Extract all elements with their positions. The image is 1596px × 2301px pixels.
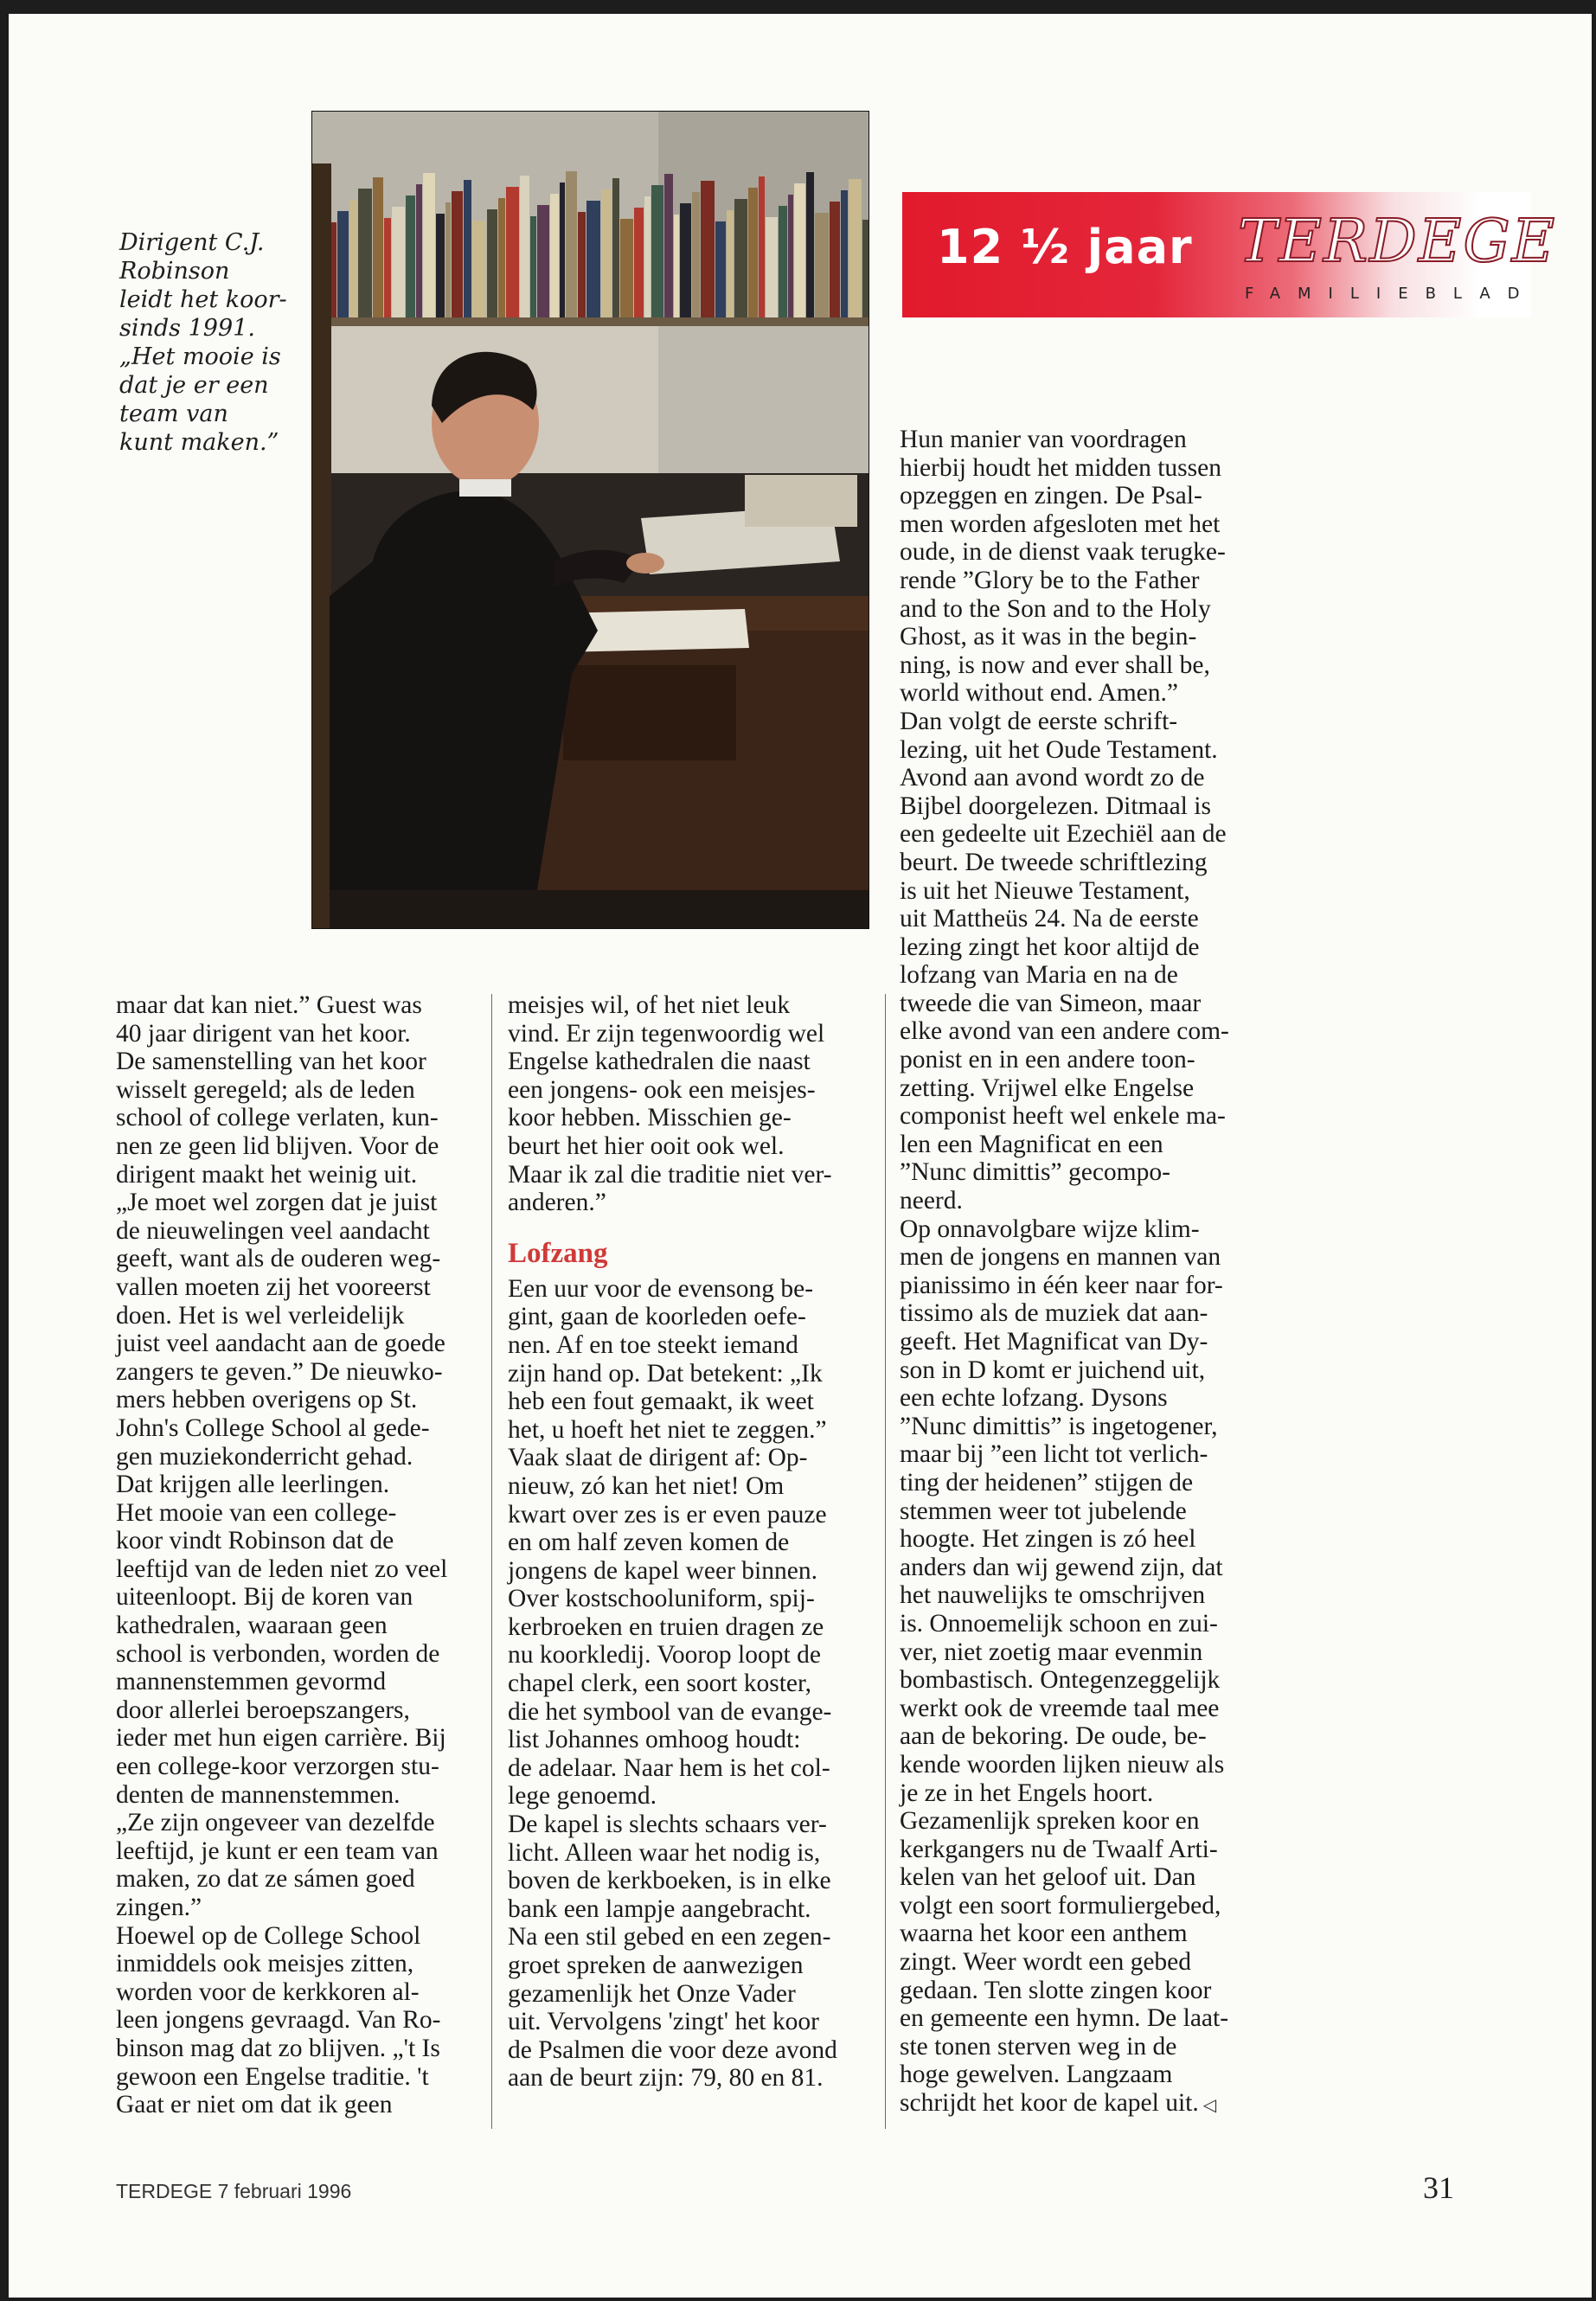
text-line: „Je moet wel zorgen dat je juist [116,1189,438,1217]
text-line: Hoewel op de College School [116,1921,421,1950]
text-line: kathedralen, waaraan geen [116,1612,388,1640]
book-spine [674,215,679,317]
text-line: maken, zo dat ze sámen goed [116,1865,415,1894]
book-spine [806,172,814,317]
book-spine [537,205,549,317]
text-line: opzeggen en zingen. De Psal- [900,482,1202,510]
book-spine [680,203,691,317]
text-line: bombastisch. Ontegenzeggelijk [900,1666,1221,1695]
text-line: koor vindt Robinson dat de [116,1527,394,1555]
caption-line: „Het mooie is [119,343,281,370]
text-line: inmiddels ook meisjes zitten, [116,1950,414,1978]
book-spine [701,181,715,317]
text-line: worden voor de kerkkoren al- [116,1977,420,2006]
text-line: werkt ook de vreemde taal mee [900,1694,1220,1722]
text-line: boven de kerkboeken, is in elke [508,1867,831,1895]
book-spine [794,183,805,317]
text-line: school of college verlaten, kun- [116,1104,439,1132]
book-spine [406,195,415,317]
text-line: uiteenloopt. Bij de koren van [116,1583,413,1612]
book-spine [392,207,405,317]
book-spine [748,188,758,317]
text-line: het nauwelijks te omschrijven [900,1581,1206,1610]
text-line: neerd. [900,1187,963,1215]
text-line: Dat krijgen alle leerlingen. [116,1471,390,1499]
text-line: meisjes wil, of het niet leuk [508,991,791,1019]
book-spine [373,177,383,317]
text-line: een college-koor verzorgen stu- [116,1753,439,1781]
text-line: world without end. Amen.” [900,679,1178,708]
text-column-3 [900,426,1280,2118]
conductor-photo [311,111,869,929]
caption-line: sinds 1991. [119,315,255,342]
book-spine [692,192,700,317]
text-line: Over kostschooluniform, spij- [508,1585,815,1613]
text-line: John's College School al gede- [116,1413,430,1442]
text-line: de nieuwelingen veel aandacht [116,1216,430,1245]
text-line: Ghost, as it was in the begin- [900,623,1197,651]
text-line: Op onnavolgbare wijze klim- [900,1215,1200,1243]
text-line: Avond aan avond wordt zo de [900,764,1205,792]
caption-line: kunt maken.” [119,429,279,456]
book-spine [416,184,422,317]
text-line: een gedeelte uit Ezechiël aan de [900,820,1227,849]
text-line: volgt een soort formuliergebed, [900,1891,1221,1920]
text-line: Dan volgt de eerste schrift- [900,707,1178,735]
text-line: lezing zingt het koor altijd de [900,933,1200,961]
book-spine [358,189,372,317]
book-spine [779,206,787,317]
book-spine [815,213,829,317]
text-line: gewoon een Engelse traditie. 't [116,2062,429,2091]
text-line: uit. Vervolgens 'zingt' het koor [508,2008,819,2036]
text-line: leeftijd, je kunt er een team van [116,1836,439,1865]
text-line: koor hebben. Misschien ge- [508,1104,792,1132]
caption-line: team van [119,401,228,427]
book-spine [766,217,778,317]
text-line: ting der heidenen” stijgen de [900,1468,1194,1497]
text-line: een echte lofzang. Dysons [900,1384,1168,1413]
text-line: kende woorden lijken nieuw als [900,1750,1225,1779]
text-line: groet spreken de aanwezigen [508,1952,804,1979]
text-line: lege genoemd. [508,1782,657,1811]
text-line: een jongens- ook een meisjes- [508,1075,816,1104]
text-line: is uit het Nieuwe Testament, [900,876,1190,905]
column-divider [885,994,886,2129]
text-line: geeft. Het Magnificat van Dy- [900,1328,1208,1356]
book-spine [862,220,869,317]
text-line: lofzang van Maria en na de [900,961,1178,990]
text-line: geeft, want als de ouderen weg- [116,1245,441,1273]
text-line: binson mag dat zo blijven. „'t Is [116,2034,440,2062]
text-line: maar dat kan niet.” Guest was [116,991,422,1019]
book-spine [331,222,337,317]
book-spine [349,200,357,317]
book-spine [578,212,586,317]
text-line: is. Onnoemelijk schoon en zui- [900,1609,1218,1638]
text-line: aan de beurt zijn: 79, 80 en 81. [508,2064,824,2093]
caption-line: Robinson [119,258,230,285]
text-line: zingt. Weer wordt een gebed [900,1948,1192,1977]
text-line: Gezamenlijk spreken koor en [900,1807,1200,1836]
text-line: denten de mannenstemmen. [116,1780,401,1809]
text-line: je ze in het Engels hoort. [900,1779,1154,1807]
text-line: elke avond van een andere com- [900,1017,1229,1046]
text-line: school is verbonden, worden de [116,1639,440,1668]
text-line: de adelaar. Naar hem is het col- [508,1753,830,1782]
text-line: chapel clerk, een soort koster, [508,1670,812,1698]
text-line: Na een stil gebed en een zegen- [508,1923,831,1952]
text-line: tissimo als de muziek dat aan- [900,1299,1208,1328]
text-line: ieder met hun eigen carrière. Bij [116,1724,446,1753]
text-line: hoge gewelven. Langzaam [900,2061,1173,2089]
text-line: en gemeente een hymn. De laat- [900,2004,1229,2033]
end-of-article-icon: ◁ [1198,2096,1217,2116]
text-line: maar bij ”een licht tot verlich- [900,1440,1208,1469]
book-spine [849,179,862,317]
text-line: nu koorkledij. Voorop loopt de [508,1641,821,1670]
text-line: Een uur voor de evensong be- [508,1274,814,1303]
text-line: nen. Af en toe steekt iemand [508,1330,798,1359]
text-line: kwart over zes is er even pauze [508,1500,827,1529]
text-line: die het symbool van de evange- [508,1697,832,1726]
text-line: aan de bekoring. De oude, be- [900,1722,1207,1751]
book-spine [612,178,619,317]
text-line: zingen.” [116,1894,202,1921]
text-line: kelen van het geloof uit. Dan [900,1863,1196,1892]
book-spine [664,174,673,317]
text-line: ning, is now and ever shall be, [900,651,1210,679]
text-line: ver, niet zoetig maar evenmin [900,1638,1203,1666]
text-line: het, u hoeft het niet te zeggen.” [508,1415,827,1444]
text-line: lezing, uit het Oude Testament. [900,735,1218,764]
text-line: zijn hand op. Dat betekent: „Ik [508,1359,823,1388]
caption-line: leidt het koor- [119,286,287,313]
book-spine [423,173,435,317]
book-spine [550,194,559,317]
text-column-2 [508,991,881,2093]
book-spine [727,210,734,317]
text-line: mannenstemmen gevormd [116,1668,387,1696]
text-line: jongens de kapel weer binnen. [508,1556,817,1585]
text-line: leeftijd van de leden niet zo veel [116,1554,448,1583]
text-line: waarna het koor een anthem [900,1920,1188,1948]
text-line: anderen.” [508,1189,606,1217]
text-line: De kapel is slechts schaars ver- [508,1811,827,1839]
book-spine [788,195,793,317]
book-spine [734,199,747,317]
text-line: beurt. De tweede schriftlezing [900,848,1208,876]
text-line: gezamenlijk het Onze Vader [508,1979,796,2008]
text-column-1 [116,991,479,2119]
text-line: nieuw, zó kan het niet! Om [508,1471,785,1500]
text-line: dirigent maakt het weinig uit. [116,1160,418,1189]
text-line: ”Nunc dimittis” is ingetogener, [900,1412,1218,1440]
text-line: men worden afgesloten met het [900,510,1221,538]
text-line: juist veel aandacht aan de goede [116,1330,445,1358]
book-spine [830,202,840,317]
text-line: list Johannes omhoog houdt: [508,1726,801,1754]
magazine-page [9,14,1592,2298]
text-line: wisselt geregeld; als de leden [116,1075,415,1104]
text-line: Maar ik zal die traditie niet ver- [508,1160,832,1189]
text-line: gen muziekonderricht gehad. [116,1442,413,1471]
text-line: pianissimo in één keer naar for- [900,1271,1223,1299]
book-spine [506,187,519,317]
text-line: anders dan wij gewend zijn, dat [900,1553,1223,1581]
text-line: bank een lampje aangebracht. [508,1894,811,1923]
book-spine [472,221,486,317]
book-spine [487,209,497,317]
page-number: 31 [1423,2170,1454,2205]
book-spine [452,191,463,317]
text-line: men de jongens en mannen van [900,1243,1221,1272]
text-line: 40 jaar dirigent van het koor. [116,1019,411,1048]
text-line: rende ”Glory be to the Father [900,566,1200,594]
text-line: oude, in de dienst vaak terugke- [900,538,1226,567]
text-line: Gaat er niet om dat ik geen [116,2091,393,2119]
book-spine [337,211,349,317]
text-line: ponist en in een andere toon- [900,1046,1195,1074]
text-line: de Psalmen die voor deze avond [508,2035,837,2064]
text-line: gedaan. Ten slotte zingen koor [900,1976,1212,2004]
conductor-at-piano-illustration [312,112,869,928]
text-line: tweede die van Simeon, maar [900,989,1202,1017]
book-spine [384,218,391,317]
text-line: hierbij houdt het midden tussen [900,453,1221,482]
text-line: nen ze geen lid blijven. Voor de [116,1131,439,1160]
text-line: leen jongens gevraagd. Van Ro- [116,2006,441,2035]
book-spine [601,189,612,317]
text-line: hoogte. Het zingen is zó heel [900,1525,1196,1554]
text-line: „Ze zijn ongeveer van dezelfde [116,1809,435,1837]
book-spine [530,216,536,317]
book-spine [436,214,445,317]
text-line: beurt het hier ooit ook wel. [508,1131,785,1160]
column-divider [491,994,492,2129]
series-header-band [902,192,1557,317]
book-spine [759,176,765,317]
text-line: doen. Het is wel verleidelijk [116,1301,405,1330]
text-line: licht. Alleen waar het nodig is, [508,1838,821,1867]
text-line: Bijbel doorgelezen. Ditmaal is [900,792,1211,820]
photo-caption [119,228,301,457]
book-spine [464,180,471,317]
text-line: ”Nunc dimittis” gecompo- [900,1158,1170,1187]
text-line: kerkgangers nu de Twaalf Arti- [900,1835,1218,1863]
text-line: zetting. Vrijwel elke Engelse [900,1074,1195,1102]
text-line: en om half zeven komen de [508,1529,790,1557]
text-line: schrijdt het koor de kapel uit. ◁ [900,2089,1217,2118]
text-line: door allerlei beroepszangers, [116,1695,410,1724]
text-line: len een Magnificat en een [900,1130,1163,1158]
caption-line: Dirigent C.J. [119,229,265,256]
book-spine [566,171,577,317]
text-line: uit Mattheüs 24. Na de eerste [900,905,1199,933]
text-line: Engelse kathedralen die naast [508,1048,811,1076]
book-spine [634,208,644,317]
section-heading: Lofzang [508,1237,608,1269]
text-line: Vaak slaat de dirigent af: Op- [508,1444,808,1472]
text-line: stemmen weer tot jubelende [900,1497,1187,1525]
text-line: Hun manier van voordragen [900,426,1187,453]
text-line: zangers te geven.” De nieuwko- [116,1357,443,1386]
text-line: and to the Son and to the Holy [900,594,1211,623]
book-spine [620,219,633,317]
text-line: vallen moeten zij het vooreerst [116,1272,431,1301]
text-line: mers hebben overigens op St. [116,1386,418,1414]
book-spine [560,183,565,317]
text-line: componist heeft wel enkele ma- [900,1102,1226,1131]
text-line: kerbroeken en truien dragen ze [508,1612,824,1641]
text-line: De samenstelling van het koor [116,1048,426,1076]
book-spine [715,221,726,317]
caption-line: dat je er een [119,372,269,399]
footer-publication-date: TERDEGE 7 februari 1996 [116,2180,352,2202]
text-line: vind. Er zijn tegenwoordig wel [508,1019,825,1048]
brand-logo: TERDEGE [1238,208,1557,276]
text-line: heb een fout gemaakt, ik weet [508,1388,814,1416]
book-spine [651,185,663,317]
text-line: ste tonen sterven weg in de [900,2032,1177,2061]
book-spine [445,202,451,317]
anniversary-badge: 12 ½ jaar [937,220,1193,274]
text-line: Het mooie van een college- [116,1498,397,1527]
book-spine [520,176,529,317]
book-spine [586,201,600,317]
text-line: son in D komt er juichend uit, [900,1356,1206,1384]
book-spine [498,198,505,317]
brand-subtitle: FAMILIEBLAD [1245,285,1537,303]
text-line: gint, gaan de koorleden oefe- [508,1303,806,1331]
book-spine [841,190,848,317]
book-spine [644,196,651,317]
